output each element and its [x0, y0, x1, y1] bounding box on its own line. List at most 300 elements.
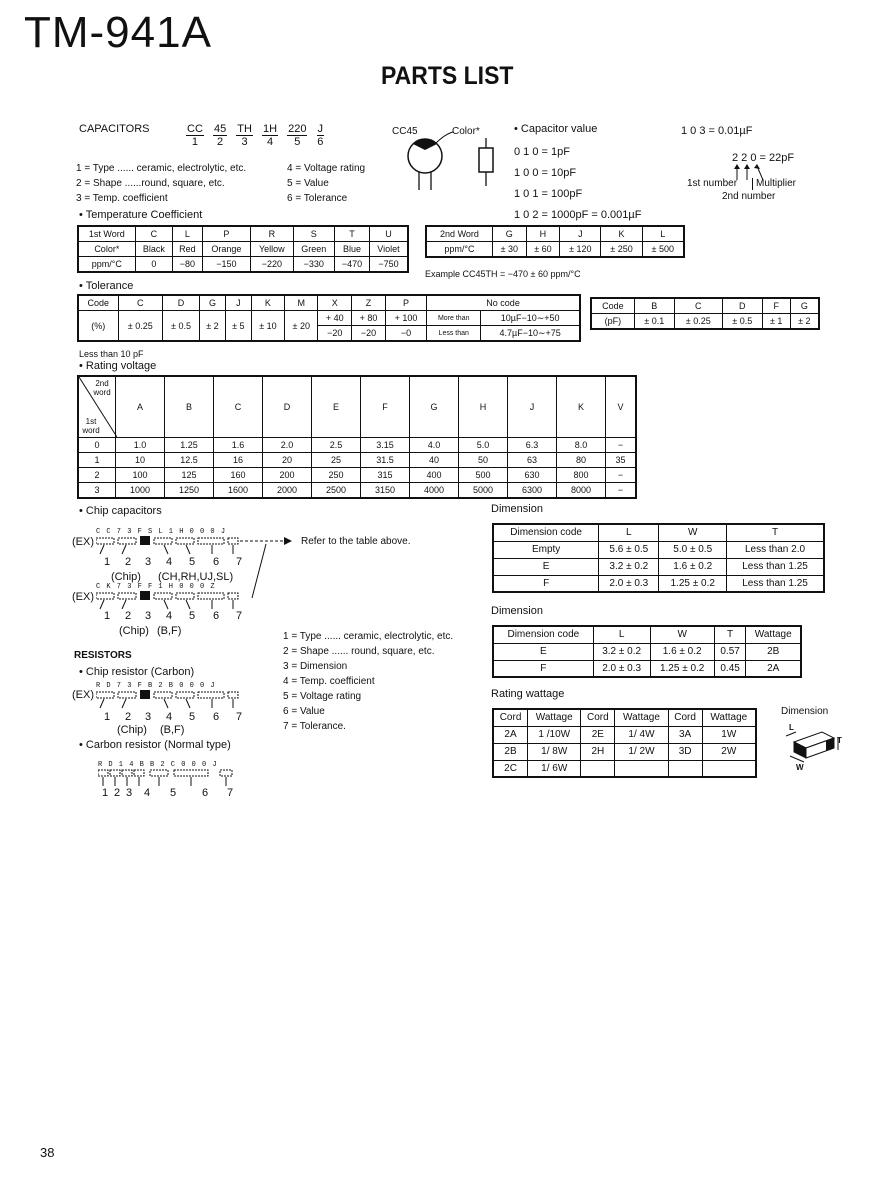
table-cell: 2H [581, 743, 615, 760]
cap-value-line: 1 0 2 = 1000pF = 0.001µF [514, 209, 642, 221]
color-label: Color* [452, 126, 480, 137]
cap-code-seg: $\frac{CC}{1}$ [187, 123, 203, 148]
cap-code-seg: $\frac{45}{2}$ [213, 123, 227, 148]
page-title: PARTS LIST [381, 62, 514, 90]
chip-caps-title: • Chip capacitors [79, 505, 162, 517]
table-row [493, 541, 824, 558]
multiplier-label: Multiplier [756, 178, 797, 189]
table-cell: Red [172, 242, 202, 257]
table-cell: Color* [78, 242, 135, 257]
cc45-label: CC45 [392, 126, 418, 137]
digit: 5 [188, 610, 196, 622]
table-cell: 5.0 [459, 438, 508, 453]
table-cell: 1/ 8W [528, 743, 581, 760]
table-cell: ± 0.25 [674, 314, 722, 330]
digit: 7 [226, 787, 234, 799]
rating-voltage-title: • Rating voltage [79, 360, 157, 372]
capacitor-diagram-icon [395, 130, 505, 192]
table-cell: G [790, 298, 819, 314]
table-cell: F [762, 298, 790, 314]
legend-item: 4 = Temp. coefficient [283, 676, 375, 687]
table-cell: Less than 1.25 [727, 575, 824, 592]
table-cell: 2C [493, 760, 528, 777]
legend-item: 2 = Shape ...... round, square, etc. [283, 646, 435, 657]
table-cell: 2E [581, 726, 615, 743]
table-cell: 3.15 [361, 438, 410, 453]
table-cell: 6.3 [508, 438, 557, 453]
corner-cell [78, 376, 116, 438]
table-cell: −20 [318, 326, 352, 342]
table-cell: Wattage [528, 709, 581, 726]
resistors-title: RESISTORS [74, 650, 132, 661]
ex-label: (EX) [72, 591, 94, 603]
table-cell: 2.0 [263, 438, 312, 453]
digit: 1 [103, 711, 111, 723]
legend-item: 5 = Voltage rating [283, 691, 362, 702]
table-cell: L [593, 626, 650, 643]
table-cell: Less than 1.25 [727, 558, 824, 575]
first-number-label: 1st number [687, 178, 738, 189]
table-cell: Less than [427, 326, 481, 342]
table-row [493, 626, 801, 643]
table-cell: 100 [116, 468, 165, 483]
table-cell: F [493, 575, 599, 592]
rating-wattage-title: Rating wattage [491, 688, 565, 700]
table-row [493, 558, 824, 575]
digit: 4 [165, 610, 173, 622]
table-cell: 5.6 ± 0.5 [599, 541, 659, 558]
table-row [78, 468, 636, 483]
table-cell: 5.0 ± 0.5 [659, 541, 727, 558]
table-cell: No code [427, 295, 580, 311]
table-cell: 2000 [263, 483, 312, 499]
table-cell: 1 [78, 453, 116, 468]
table-row [78, 453, 636, 468]
table-cell: 2A [493, 726, 528, 743]
table-cell: X [318, 295, 352, 311]
table-cell: ± 0.1 [634, 314, 674, 330]
table-cell: ppm/°C [78, 257, 135, 273]
table-cell: E [493, 643, 593, 660]
table-cell: 160 [214, 468, 263, 483]
table-cell: 1/ 4W [615, 726, 668, 743]
table-cell: Wattage [615, 709, 668, 726]
table-cell: 500 [459, 468, 508, 483]
corner-1st-label: 1st word [82, 417, 100, 435]
table-cell: C [118, 295, 162, 311]
table-cell: Dimension code [493, 524, 599, 541]
digit: 3 [125, 787, 133, 799]
table-cell: ± 2 [790, 314, 819, 330]
table-cell [702, 760, 756, 777]
legend-item: 3 = Dimension [283, 661, 348, 672]
cap-value-example2: 2 2 0 = 22pF [732, 152, 795, 164]
table-cell: 630 [508, 468, 557, 483]
table-row [493, 726, 756, 743]
table-cell: − [606, 438, 637, 453]
table-cell: Blue [335, 242, 370, 257]
table-cell: H [526, 226, 560, 242]
table-cell: G [410, 376, 459, 438]
table-cell: Cord [668, 709, 702, 726]
table-cell: W [659, 524, 727, 541]
table-cell: J [225, 295, 251, 311]
table-cell: 40 [410, 453, 459, 468]
chip-cap-code-1: C C 7 3 F S L 1 H 0 0 0 J [96, 528, 227, 536]
table-cell: P [385, 295, 426, 311]
table-cell: 0 [135, 257, 172, 273]
table-row [493, 743, 756, 760]
cap-code-seg: $\frac{J}{6}$ [317, 123, 324, 148]
table-cell: Green [293, 242, 334, 257]
table-cell: 400 [410, 468, 459, 483]
table-cell: ± 0.5 [722, 314, 762, 330]
table-cell: Violet [369, 242, 408, 257]
table-row [493, 524, 824, 541]
table-cell: 1st Word [78, 226, 135, 242]
table-cell: 1.25 ± 0.2 [659, 575, 727, 592]
table-cell: (%) [78, 311, 118, 342]
dimension-title: Dimension [491, 605, 543, 617]
page-number: 38 [40, 1145, 55, 1160]
table-cell: 1.0 [116, 438, 165, 453]
dim-w-label: W [796, 763, 804, 772]
table-cell: 50 [459, 453, 508, 468]
table-cell: ± 5 [225, 311, 251, 342]
temp-coeff-2nd-table [425, 225, 685, 258]
dimension-title: Dimension [491, 503, 543, 515]
table-cell: F [361, 376, 410, 438]
temp-coeff-example: Example CC45TH = −470 ± 60 ppm/°C [425, 269, 581, 279]
digit: 7 [235, 610, 243, 622]
table-cell: 3.2 ± 0.2 [593, 643, 650, 660]
table-cell: L [172, 226, 202, 242]
rating-wattage-table [492, 708, 757, 778]
table-cell: J [508, 376, 557, 438]
carbon-resistor-title: • Carbon resistor (Normal type) [79, 739, 231, 751]
table-cell: P [202, 226, 250, 242]
table-cell: Empty [493, 541, 599, 558]
table-row [426, 242, 684, 258]
table-cell: Z [352, 295, 386, 311]
table-cell: S [293, 226, 334, 242]
digit: 3 [144, 610, 152, 622]
table-cell: ± 1 [762, 314, 790, 330]
table-row [78, 242, 408, 257]
digit: 1 [103, 556, 111, 568]
temp-coeff-title: • Temperature Coefficient [79, 209, 203, 221]
digit: 6 [201, 787, 209, 799]
legend-item: 1 = Type ...... ceramic, electrolytic, etc. [283, 631, 454, 642]
table-cell: ± 10 [251, 311, 284, 342]
chip-types: (CH,RH,UJ,SL) [158, 571, 234, 583]
cap-code-seg: $\frac{220}{5}$ [288, 123, 307, 148]
cap-value-example: 1 0 3 = 0.01µF [681, 125, 753, 137]
dimension-diagram-label: Dimension [781, 706, 829, 717]
temp-coeff-table [77, 225, 409, 273]
table-cell: 2nd Word [426, 226, 492, 242]
table-cell: ± 0.25 [118, 311, 162, 342]
table-cell: ± 2 [200, 311, 226, 342]
table-cell: 1/ 6W [528, 760, 581, 777]
digit: 2 [113, 787, 121, 799]
table-cell: 16 [214, 453, 263, 468]
table-cell: 63 [508, 453, 557, 468]
chip-resistor-nums [96, 711, 250, 723]
table-cell: 1.6 ± 0.2 [650, 643, 714, 660]
table-cell: 2B [493, 743, 528, 760]
rating-voltage-table [77, 375, 637, 499]
table-cell: ± 30 [492, 242, 526, 258]
cap-value-line: 1 0 1 = 100pF [514, 188, 583, 200]
table-cell: ppm/°C [426, 242, 492, 258]
table-cell: A [116, 376, 165, 438]
cap-value-line: 0 1 0 = 1pF [514, 146, 570, 158]
cap-code-seg: $\frac{1H}{4}$ [263, 123, 278, 148]
second-number-label: 2nd number [722, 191, 776, 202]
table-cell: 250 [312, 468, 361, 483]
table-cell: K [601, 226, 642, 242]
table-cell: −150 [202, 257, 250, 273]
table-cell: 10 [116, 453, 165, 468]
table-cell: Cord [581, 709, 615, 726]
cap-legend-right [287, 161, 365, 206]
carbon-resistor-nums [99, 787, 237, 799]
table-cell: ± 250 [601, 242, 642, 258]
code-brackets-icon [96, 591, 246, 611]
table-cell: D [263, 376, 312, 438]
table-cell: + 80 [352, 311, 386, 326]
chip-types: (B,F) [160, 724, 185, 736]
chip-label: (Chip) [117, 724, 147, 736]
table-cell [668, 760, 702, 777]
table-row [78, 438, 636, 453]
table-cell: C [674, 298, 722, 314]
chip-resistor-title: • Chip resistor (Carbon) [79, 666, 195, 678]
dimension-table-1 [492, 523, 825, 593]
table-cell: 1 /10W [528, 726, 581, 743]
table-cell: E [493, 558, 599, 575]
table-cell: ± 60 [526, 242, 560, 258]
table-cell: Code [78, 295, 118, 311]
digit: 4 [165, 711, 173, 723]
table-cell: J [560, 226, 601, 242]
tolerance-note: Less than 10 pF [79, 349, 144, 359]
table-cell: 4.7µF−10∼+75 [481, 326, 580, 342]
table-cell: 2.0 ± 0.3 [593, 660, 650, 677]
table-cell: 1.25 ± 0.2 [650, 660, 714, 677]
table-cell: 3D [668, 743, 702, 760]
table-cell [615, 760, 668, 777]
table-cell: −470 [335, 257, 370, 273]
digit: 7 [235, 556, 243, 568]
table-cell: −330 [293, 257, 334, 273]
table-cell: Orange [202, 242, 250, 257]
legend-item: 7 = Tolerance. [283, 721, 346, 732]
table-cell: Dimension code [493, 626, 593, 643]
table-cell: Code [591, 298, 634, 314]
table-cell: −80 [172, 257, 202, 273]
table-row [426, 226, 684, 242]
capacitors-label: CAPACITORS [79, 123, 150, 135]
table-cell: U [369, 226, 408, 242]
digit: 3 [144, 711, 152, 723]
table-cell: W [650, 626, 714, 643]
table-row [78, 295, 580, 311]
refer-arrow-icon [240, 536, 292, 600]
table-cell: 800 [557, 468, 606, 483]
table-cell: 200 [263, 468, 312, 483]
refer-text: Refer to the table above. [301, 536, 411, 547]
tolerance-pf-table [590, 297, 820, 330]
divider [752, 178, 753, 190]
table-cell: 1.25 [165, 438, 214, 453]
legend-item: 1 = Type ...... ceramic, electrolytic, etc. [76, 163, 247, 174]
table-cell: 1250 [165, 483, 214, 499]
digit: 4 [165, 556, 173, 568]
legend-item: 6 = Value [283, 706, 325, 717]
table-cell: 3A [668, 726, 702, 743]
legend-item: 4 = Voltage rating [287, 163, 366, 174]
table-cell: H [459, 376, 508, 438]
table-cell: ± 120 [560, 242, 601, 258]
chip-label: (Chip) [119, 625, 149, 637]
table-cell: Wattage [702, 709, 756, 726]
table-cell: 12.5 [165, 453, 214, 468]
table-cell: 2W [702, 743, 756, 760]
table-cell: + 100 [385, 311, 426, 326]
digit: 6 [212, 610, 220, 622]
table-cell: E [312, 376, 361, 438]
table-cell: 2 [78, 468, 116, 483]
dimension-table-2 [492, 625, 802, 678]
table-cell: 1.6 ± 0.2 [659, 558, 727, 575]
table-cell: L [599, 524, 659, 541]
table-cell: T [335, 226, 370, 242]
table-cell: M [285, 295, 318, 311]
table-cell: 20 [263, 453, 312, 468]
table-cell: − [606, 468, 637, 483]
table-cell: 2500 [312, 483, 361, 499]
legend-7 [283, 629, 453, 734]
table-cell: B [634, 298, 674, 314]
table-cell: 6300 [508, 483, 557, 499]
chip-label: (Chip) [111, 571, 141, 583]
cap-value-line: 1 0 0 = 10pF [514, 167, 577, 179]
table-cell: F [493, 660, 593, 677]
legend-item: 6 = Tolerance [287, 193, 348, 204]
table-cell: T [727, 524, 824, 541]
table-row [493, 760, 756, 777]
table-cell: 0 [78, 438, 116, 453]
table-cell: 3 [78, 483, 116, 499]
code-brackets-icon [96, 690, 246, 710]
table-cell: −0 [385, 326, 426, 342]
table-cell: −220 [251, 257, 293, 273]
digit: 5 [188, 711, 196, 723]
table-cell: −750 [369, 257, 408, 273]
corner-2nd-label: 2nd word [93, 379, 111, 397]
table-row [591, 314, 819, 330]
cap-legend-left [76, 161, 246, 206]
table-cell: K [251, 295, 284, 311]
tolerance-table [77, 294, 581, 342]
table-cell: Yellow [251, 242, 293, 257]
table-row [493, 709, 756, 726]
ex-label: (EX) [72, 689, 94, 701]
digit: 2 [124, 556, 132, 568]
table-cell: 1W [702, 726, 756, 743]
chip-types: (B,F) [157, 625, 182, 637]
table-cell: Wattage [746, 626, 801, 643]
table-cell: (pF) [591, 314, 634, 330]
table-cell: ± 0.5 [163, 311, 200, 342]
digit: 7 [235, 711, 243, 723]
digit: 6 [212, 711, 220, 723]
table-cell: 8.0 [557, 438, 606, 453]
table-cell: 3150 [361, 483, 410, 499]
table-cell: K [557, 376, 606, 438]
legend-item: 3 = Temp. coefficient [76, 193, 168, 204]
table-cell: 1600 [214, 483, 263, 499]
table-cell: 80 [557, 453, 606, 468]
cap-code-example [186, 123, 330, 148]
table-cell [581, 760, 615, 777]
table-cell: + 40 [318, 311, 352, 326]
chip-resistor-code: R D 7 3 F B 2 B 0 0 0 J [96, 682, 216, 690]
table-cell: 2B [746, 643, 801, 660]
table-cell: G [492, 226, 526, 242]
table-cell: Cord [493, 709, 528, 726]
table-cell: 35 [606, 453, 637, 468]
table-cell: 10µF−10∼+50 [481, 311, 580, 326]
table-cell: 2A [746, 660, 801, 677]
table-cell: 4000 [410, 483, 459, 499]
table-row [78, 226, 408, 242]
table-cell: 0.57 [714, 643, 746, 660]
cap-code-seg: $\frac{TH}{3}$ [237, 123, 252, 148]
table-cell: 5000 [459, 483, 508, 499]
table-cell: D [722, 298, 762, 314]
table-cell: ± 500 [642, 242, 684, 258]
table-row [493, 575, 824, 592]
table-cell: 125 [165, 468, 214, 483]
table-cell: G [200, 295, 226, 311]
table-cell: L [642, 226, 684, 242]
table-cell: ± 20 [285, 311, 318, 342]
tolerance-title: • Tolerance [79, 280, 134, 292]
table-cell: R [251, 226, 293, 242]
digit: 4 [143, 787, 151, 799]
table-row [493, 660, 801, 677]
table-cell: 2.0 ± 0.3 [599, 575, 659, 592]
table-cell: More than [427, 311, 481, 326]
carbon-resistor-code: R D 1 4 B B 2 C 0 0 0 J [98, 761, 218, 769]
table-cell: 25 [312, 453, 361, 468]
digit: 1 [103, 610, 111, 622]
ex-label: (EX) [72, 536, 94, 548]
code-brackets-icon [98, 768, 248, 788]
table-cell: 4.0 [410, 438, 459, 453]
table-row [78, 311, 580, 326]
table-cell: T [714, 626, 746, 643]
table-cell: 315 [361, 468, 410, 483]
table-cell: B [165, 376, 214, 438]
dim-l-label: L [789, 723, 794, 732]
chip-cap-nums [96, 556, 250, 568]
digit: 6 [212, 556, 220, 568]
model-title: TM-941A [24, 8, 212, 57]
